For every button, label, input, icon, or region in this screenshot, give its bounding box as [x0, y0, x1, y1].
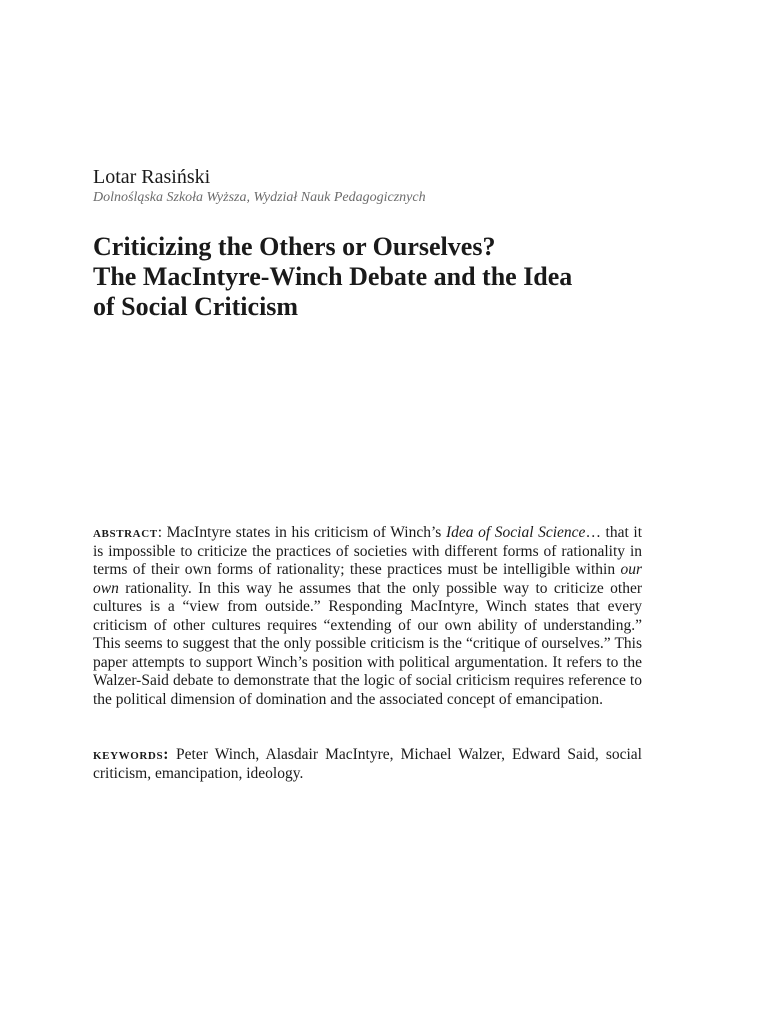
title-line-2: The MacIntyre-Winch Debate and the Idea [93, 262, 573, 291]
abstract-separator: : [157, 524, 167, 541]
keywords-text: Peter Winch, Alasdair MacIntyre, Michael Walzer, Edward Said, social criticism, emancipation, ideology. [93, 746, 642, 782]
keywords-label: keywords: [93, 746, 169, 763]
author-name: Lotar Rasiński [93, 166, 211, 188]
author-affiliation: Dolnośląska Szkoła Wyższa, Wydział Nauk Pedagogicznych [93, 190, 426, 205]
title-line-1: Criticizing the Others or Ourselves? [93, 232, 496, 261]
abstract-italic-our-own: our own [93, 561, 642, 597]
abstract-text-2: … that it is impossible to criticize the practices of societies with different forms of rationality in terms of their own forms of rationality; these practices must be intelligible within [93, 524, 643, 578]
abstract-italic-book-title: Idea of Social Science [445, 524, 586, 541]
title-line-3: of Social Criticism [93, 292, 299, 321]
abstract-text-1: MacIntyre states in his criticism of Winch’s [166, 524, 446, 541]
abstract-text-3: rationality. In this way he assumes that the only possible way to criticize other cultures is a “view from outside.” Responding MacIntyre, Winch states that every criticism of other cultures requires “extending of our own ability of understanding.” This seems to suggest that the only possible criticism is the “critique of ourselves.” This paper attempts to support Winch’s position with political argumentation. It refers to the Walzer-Said debate to demonstrate that the logic of social criticism requires reference to the political dimension of domination and the associated concept of emancipation. [93, 579, 642, 708]
abstract-label: abstract [93, 524, 158, 541]
keywords [93, 746, 642, 783]
abstract [93, 524, 642, 709]
paper-title [93, 232, 653, 322]
